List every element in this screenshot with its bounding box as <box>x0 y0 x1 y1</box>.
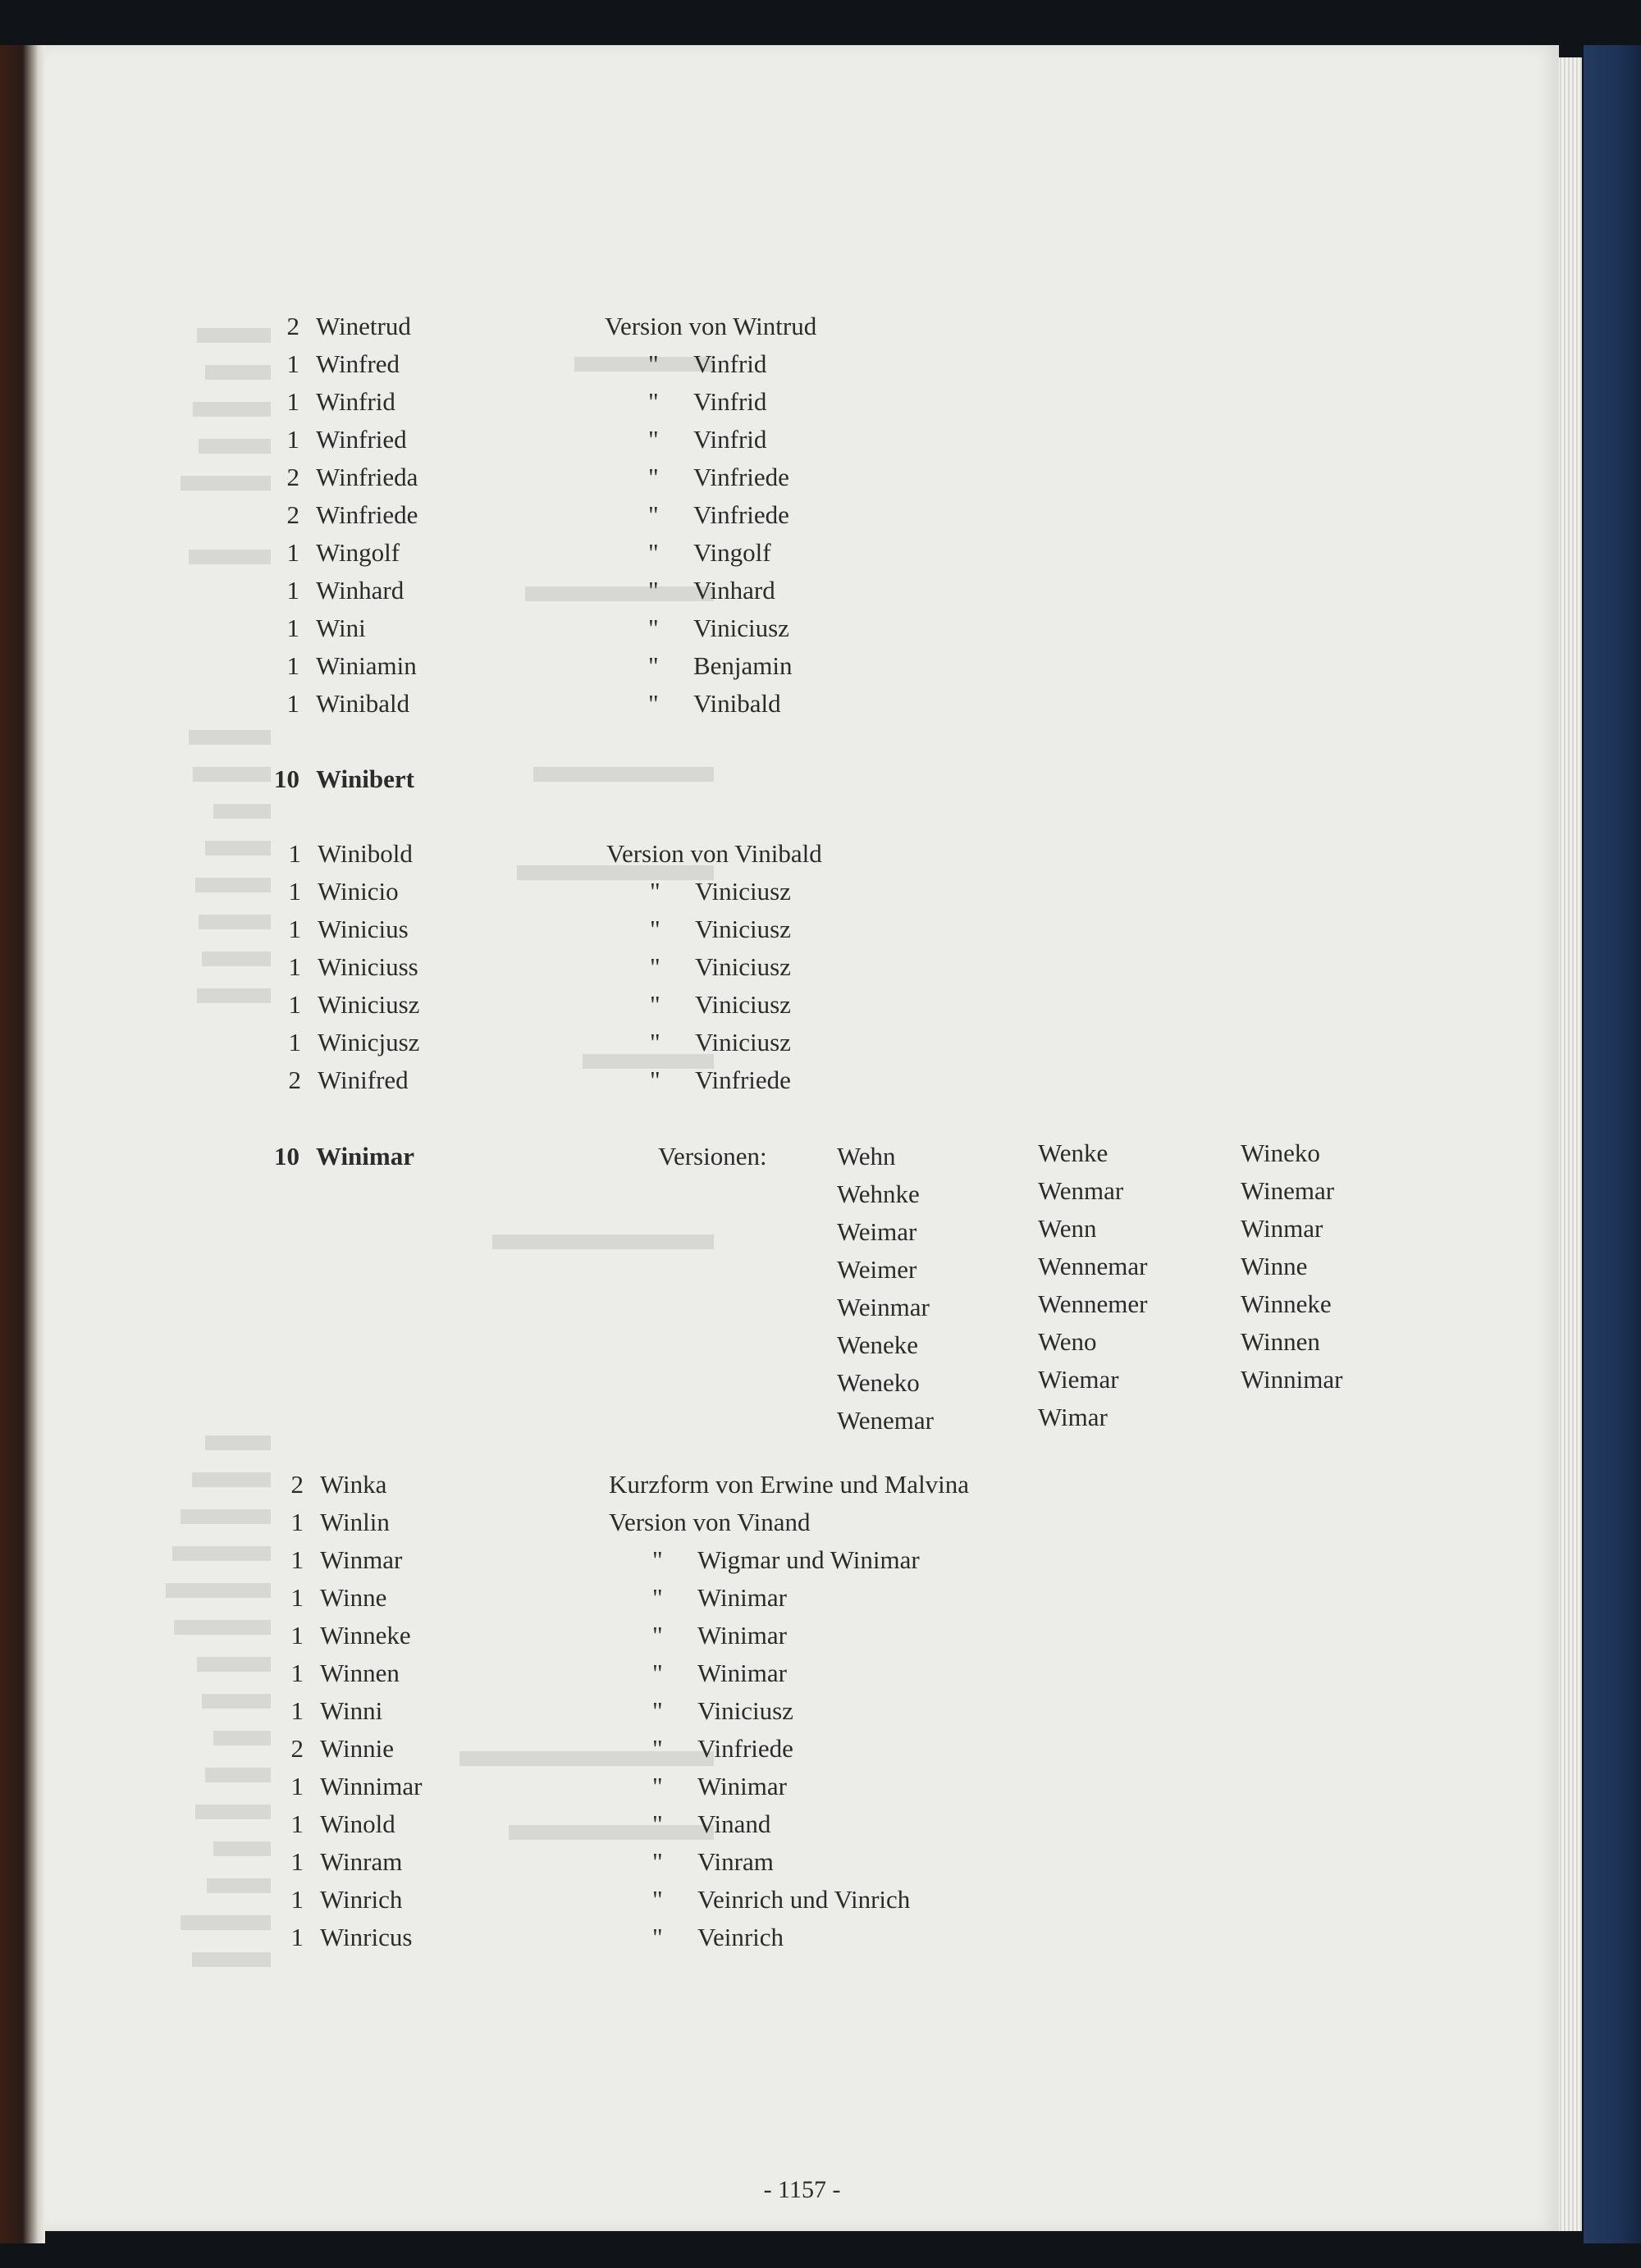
ditto-mark: " <box>650 990 661 1019</box>
entry-name: Winfred <box>316 349 400 378</box>
entry-name: Winicio <box>318 877 399 906</box>
entry-count: 1 <box>286 651 299 680</box>
version-name: Winnimar <box>1241 1365 1343 1394</box>
ditto-mark: " <box>648 500 659 529</box>
entry-name: Winne <box>320 1583 387 1612</box>
version-name: Wenemar <box>837 1406 934 1435</box>
entry-reference: Vinand <box>697 1809 771 1838</box>
entry-count: 2 <box>286 463 299 491</box>
entry-reference: Vinfriede <box>697 1734 793 1763</box>
version-name: Weneke <box>837 1330 919 1359</box>
ditto-mark: " <box>650 952 661 981</box>
version-name: Weno <box>1038 1327 1097 1356</box>
entry-name: Winiciuss <box>318 952 418 981</box>
entry-name: Winnie <box>320 1734 395 1763</box>
entry-reference: Viniciusz <box>695 990 791 1019</box>
ditto-mark: " <box>652 1621 663 1650</box>
entry-count: 1 <box>290 1508 304 1536</box>
version-name: Winne <box>1241 1252 1308 1280</box>
entry-name: Winfrieda <box>316 463 418 491</box>
entry-reference: Vinram <box>697 1847 774 1876</box>
entry-count: 1 <box>290 1885 304 1914</box>
entry-count: 1 <box>290 1545 304 1574</box>
entry-count: 1 <box>288 1028 301 1056</box>
entry-reference: Vinfriede <box>693 463 789 491</box>
ditto-mark: " <box>648 387 659 416</box>
entry-count: 1 <box>290 1621 304 1650</box>
entry-count: 2 <box>290 1734 304 1763</box>
entry-name: Winka <box>320 1470 387 1499</box>
entry-reference: Viniciusz <box>695 952 791 981</box>
entry-name: Winibald <box>316 689 410 718</box>
entry-reference: Viniciusz <box>693 614 789 642</box>
version-name: Winmar <box>1241 1214 1323 1243</box>
entry-count: 1 <box>286 349 299 378</box>
version-name: Wennemar <box>1038 1252 1148 1280</box>
entry-reference: Vinhard <box>693 576 775 605</box>
entry-name: Wini <box>316 614 366 642</box>
entry-name: Winni <box>320 1696 383 1725</box>
ditto-mark: " <box>648 614 659 642</box>
ditto-mark: " <box>650 877 661 906</box>
entry-count: 1 <box>286 425 299 454</box>
entry-count: 1 <box>288 877 301 906</box>
ditto-mark: " <box>652 1772 663 1800</box>
ditto-mark: " <box>652 1923 663 1951</box>
entry-count: 1 <box>290 1659 304 1687</box>
entry-reference: Vinfrid <box>693 387 767 416</box>
ditto-mark: " <box>652 1885 663 1914</box>
version-name: Wenn <box>1038 1214 1097 1243</box>
entry-name: Winibold <box>318 839 413 868</box>
entry-reference: Vinfrid <box>693 349 767 378</box>
entry-count: 1 <box>286 614 299 642</box>
entry-count: 2 <box>286 312 299 340</box>
entry-name: Winfriede <box>316 500 418 529</box>
entry-reference: Winimar <box>697 1772 787 1800</box>
entry-count: 1 <box>290 1696 304 1725</box>
entry-name: Winifred <box>318 1066 409 1094</box>
version-name: Wenke <box>1038 1139 1108 1167</box>
entry-reference: Viniciusz <box>695 877 791 906</box>
entry-reference: Veinrich <box>697 1923 784 1951</box>
version-name: Wehn <box>837 1142 896 1171</box>
entry-count: 1 <box>290 1772 304 1800</box>
ditto-mark: " <box>652 1545 663 1574</box>
entry-count: 1 <box>290 1809 304 1838</box>
entry-name: Winricus <box>320 1923 413 1951</box>
entry-count: 1 <box>288 915 301 943</box>
version-name: Wennemer <box>1038 1289 1148 1318</box>
entry-name: Wingolf <box>316 538 400 567</box>
entry-count: 1 <box>286 576 299 605</box>
heading-count: 10 <box>274 764 299 793</box>
version-name: Weinmar <box>837 1293 930 1321</box>
entry-name: Winram <box>320 1847 403 1876</box>
version-name: Wehnke <box>837 1180 920 1208</box>
entry-count: 1 <box>288 839 301 868</box>
entry-reference: Winimar <box>697 1583 787 1612</box>
ditto-mark: " <box>652 1583 663 1612</box>
ditto-mark: " <box>648 538 659 567</box>
ditto-mark: " <box>648 651 659 680</box>
entry-name: Winneke <box>320 1621 411 1650</box>
entry-description: Version von Vinand <box>609 1508 811 1536</box>
ditto-mark: " <box>648 689 659 718</box>
entry-name: Winiciusz <box>318 990 420 1019</box>
version-name: Weimar <box>837 1217 917 1246</box>
entry-reference: Viniciusz <box>697 1696 793 1725</box>
entry-reference: Viniciusz <box>695 915 791 943</box>
entry-count: 1 <box>290 1583 304 1612</box>
entry-count: 1 <box>290 1923 304 1951</box>
entry-name: Winlin <box>320 1508 390 1536</box>
entry-count: 1 <box>288 990 301 1019</box>
ditto-mark: " <box>650 1028 661 1056</box>
entry-count: 2 <box>288 1066 301 1094</box>
ditto-mark: " <box>648 349 659 378</box>
ditto-mark: " <box>652 1809 663 1838</box>
book-cover-edge <box>1584 45 1641 2243</box>
entry-reference: Vinfriede <box>695 1066 791 1094</box>
entry-count: 2 <box>290 1470 304 1499</box>
version-name: Wenmar <box>1038 1176 1124 1205</box>
heading-name: Winimar <box>316 1142 414 1171</box>
entry-count: 2 <box>286 500 299 529</box>
entry-reference: Viniciusz <box>695 1028 791 1056</box>
entry-name: Winold <box>320 1809 395 1838</box>
entry-description: Kurzform von Erwine und Malvina <box>609 1470 970 1499</box>
version-name: Winemar <box>1241 1176 1335 1205</box>
ditto-mark: " <box>652 1696 663 1725</box>
entry-name: Winhard <box>316 576 405 605</box>
entry-reference: Benjamin <box>693 651 793 680</box>
entry-reference: Vinibald <box>693 689 781 718</box>
page-stack-edge <box>1557 57 1582 2231</box>
ditto-mark: " <box>652 1659 663 1687</box>
entry-reference: Vingolf <box>693 538 771 567</box>
page-number: - 1157 - <box>763 2176 841 2203</box>
ditto-mark: " <box>650 915 661 943</box>
entry-name: Winetrud <box>316 312 411 340</box>
entry-reference: Winimar <box>697 1621 787 1650</box>
entry-name: Winmar <box>320 1545 403 1574</box>
version-name: Wimar <box>1038 1403 1108 1431</box>
version-name: Winnen <box>1241 1327 1320 1356</box>
entry-reference: Winimar <box>697 1659 787 1687</box>
book-spine-left <box>0 45 45 2243</box>
version-name: Wineko <box>1241 1139 1320 1167</box>
entry-name: Winicius <box>318 915 409 943</box>
entry-reference: Vinfriede <box>693 500 789 529</box>
entry-reference: Vinfrid <box>693 425 767 454</box>
entry-count: 1 <box>286 689 299 718</box>
versions-label: Versionen: <box>658 1142 767 1171</box>
book-page <box>45 45 1559 2231</box>
entry-count: 1 <box>286 387 299 416</box>
heading-count: 10 <box>274 1142 299 1171</box>
heading-name: Winibert <box>316 764 414 793</box>
entry-reference: Veinrich und Vinrich <box>697 1885 911 1914</box>
entry-name: Winicjusz <box>318 1028 420 1056</box>
entry-reference: Wigmar und Winimar <box>697 1545 920 1574</box>
entry-name: Winnimar <box>320 1772 423 1800</box>
entry-count: 1 <box>286 538 299 567</box>
ditto-mark: " <box>652 1734 663 1763</box>
entry-name: Winfried <box>316 425 407 454</box>
version-name: Wiemar <box>1038 1365 1119 1394</box>
entry-count: 1 <box>288 952 301 981</box>
version-name: Weimer <box>837 1255 917 1284</box>
entry-count: 1 <box>290 1847 304 1876</box>
ditto-mark: " <box>650 1066 661 1094</box>
version-name: Winneke <box>1241 1289 1332 1318</box>
ditto-mark: " <box>648 425 659 454</box>
ditto-mark: " <box>648 576 659 605</box>
version-name: Weneko <box>837 1368 920 1397</box>
entry-name: Winrich <box>320 1885 403 1914</box>
entry-description: Version von Wintrud <box>605 312 817 340</box>
ditto-mark: " <box>652 1847 663 1876</box>
entry-name: Winnen <box>320 1659 400 1687</box>
entry-name: Winiamin <box>316 651 417 680</box>
entry-description: Version von Vinibald <box>606 839 822 868</box>
ditto-mark: " <box>648 463 659 491</box>
entry-name: Winfrid <box>316 387 395 416</box>
